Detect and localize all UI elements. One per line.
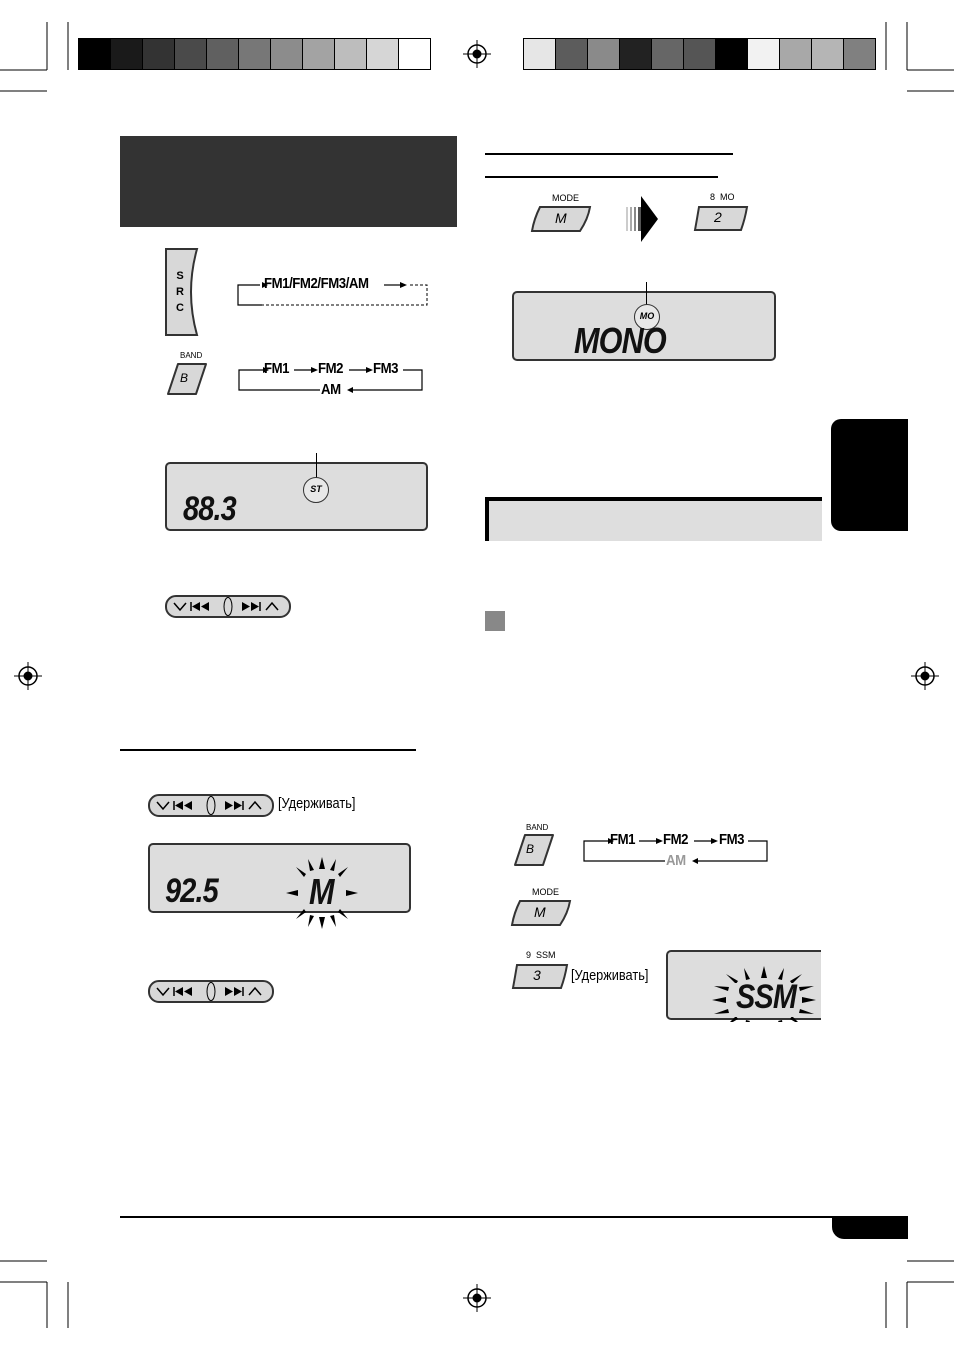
- color-swatch: [715, 38, 748, 70]
- src-letter-r: R: [176, 286, 184, 298]
- color-swatch: [811, 38, 844, 70]
- registration-target-top: [463, 40, 491, 68]
- mode-button-letter: M: [555, 210, 567, 226]
- ssm-text: SSM: [736, 978, 797, 1016]
- hold-label-2: [Удерживать]: [571, 967, 649, 984]
- preset-2-caption: [710, 192, 735, 202]
- color-swatch: [142, 38, 175, 70]
- src-button-label: [172, 268, 188, 316]
- st-indicator: ST: [303, 477, 329, 503]
- preset-2-digit: 2: [714, 209, 722, 225]
- band-button-letter: B: [180, 371, 189, 385]
- band-button-2-letter: B: [526, 842, 535, 856]
- preset-3-caption-num: 9: [526, 950, 532, 960]
- band-am: AM: [321, 381, 341, 398]
- color-swatch: [334, 38, 367, 70]
- registration-target-bottom: [463, 1284, 491, 1312]
- language-side-tab: [831, 419, 908, 531]
- band-fm1: FM1: [264, 360, 290, 377]
- band2-fm3: FM3: [719, 831, 745, 848]
- band-button-caption: BAND: [180, 351, 203, 360]
- color-swatch: [206, 38, 239, 70]
- section-header-block: [120, 136, 457, 227]
- page-number-tab: [832, 1217, 908, 1239]
- st-indicator-leader: [316, 453, 317, 478]
- tune-seek-button-hold[interactable]: [147, 793, 275, 819]
- band-fm2: FM2: [318, 360, 344, 377]
- display-ssm: [666, 950, 826, 1022]
- band-button-2-caption: BAND: [526, 823, 549, 832]
- subsection-rule-left: [120, 749, 416, 751]
- src-letter-s: S: [176, 270, 184, 282]
- preset-2-caption-text: MO: [720, 192, 735, 202]
- preset-3-caption-text: SSM: [536, 950, 556, 960]
- color-swatch: [651, 38, 684, 70]
- color-swatch: [747, 38, 780, 70]
- mode-button-2-letter: M: [534, 904, 546, 920]
- ssm-display-cover: [821, 945, 831, 1025]
- mo-indicator: MO: [634, 304, 660, 330]
- color-swatch: [523, 38, 556, 70]
- band-fm3: FM3: [373, 360, 399, 377]
- step-bullet: [485, 611, 505, 631]
- section-heading-bar: [485, 497, 822, 541]
- preset-3-caption: [526, 950, 556, 960]
- color-swatch: [779, 38, 812, 70]
- src-letter-c: C: [176, 302, 184, 314]
- color-swatch: [270, 38, 303, 70]
- display-1-frequency: 88.3: [183, 490, 236, 528]
- color-swatch: [555, 38, 588, 70]
- footer-rule: [120, 1216, 908, 1218]
- tune-seek-button[interactable]: [164, 594, 292, 620]
- color-swatch: [843, 38, 876, 70]
- band2-am: AM: [666, 852, 686, 869]
- color-swatch: [174, 38, 207, 70]
- display-2-frequency: 92.5: [165, 872, 218, 910]
- subsection-rule-right-2: [485, 176, 718, 178]
- mo-indicator-leader: [646, 282, 647, 305]
- preset-2-caption-num: 8: [710, 192, 716, 202]
- mode-button-caption: MODE: [552, 193, 579, 203]
- color-swatch: [587, 38, 620, 70]
- color-swatch: [398, 38, 431, 70]
- subsection-rule-right-1: [485, 153, 733, 155]
- color-swatch: [619, 38, 652, 70]
- preset-3-digit: 3: [533, 967, 541, 983]
- memory-indicator-m: M: [309, 871, 334, 912]
- tune-seek-button-2[interactable]: [147, 979, 275, 1005]
- src-sequence-label: FM1/FM2/FM3/AM: [264, 275, 369, 292]
- color-swatch: [683, 38, 716, 70]
- mono-text: MONO: [574, 320, 666, 361]
- color-swatch: [78, 38, 111, 70]
- hold-label-1: [Удерживать]: [278, 795, 356, 812]
- color-swatch: [302, 38, 335, 70]
- registration-target-right: [911, 662, 939, 690]
- mode-button-2-caption: MODE: [532, 887, 559, 897]
- band2-fm2: FM2: [663, 831, 689, 848]
- band2-fm1: FM1: [610, 831, 636, 848]
- color-swatch: [238, 38, 271, 70]
- registration-target-left: [14, 662, 42, 690]
- color-swatch: [366, 38, 399, 70]
- color-swatch: [110, 38, 143, 70]
- next-step-arrow-icon: [624, 194, 660, 244]
